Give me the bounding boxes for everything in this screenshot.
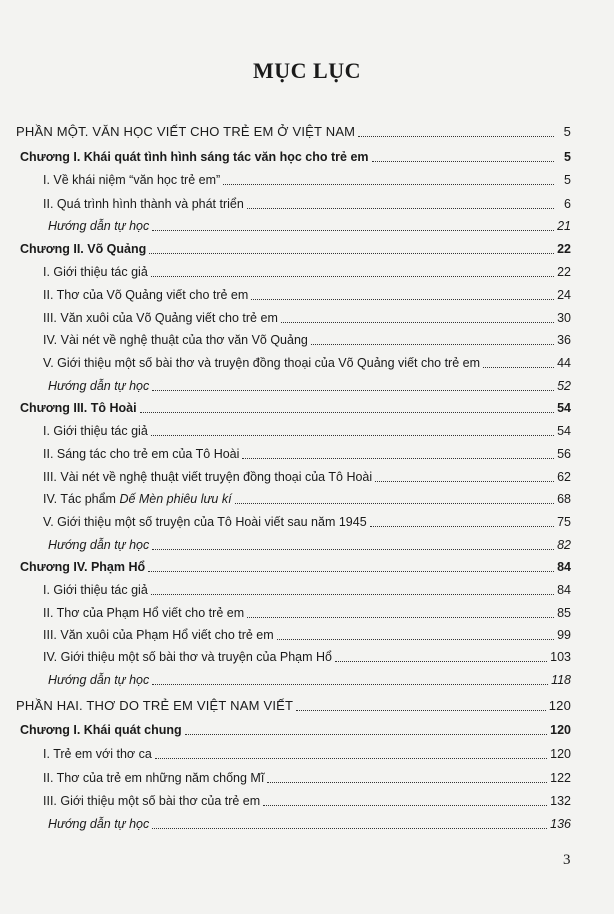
toc-entry-label <box>43 355 480 371</box>
toc-entry-label <box>48 672 149 688</box>
toc-entry-chapter <box>20 400 571 416</box>
toc-entry-sec <box>43 746 571 762</box>
toc-entry-label-text: IV. Giới thiệu một số bài thơ và truyện của Phạm Hổ <box>43 650 332 664</box>
dot-leader <box>370 526 554 527</box>
toc-entry-page: 5 <box>564 173 571 187</box>
dot-leader <box>311 344 554 345</box>
toc-entry-label-text: Chương I. Khái quát chung <box>20 723 182 737</box>
dot-leader <box>251 299 554 300</box>
toc-entry-label-text: I. Về khái niệm “văn học trẻ em” <box>43 173 221 187</box>
dot-leader <box>267 782 547 783</box>
toc-entry-label <box>20 149 369 165</box>
dot-leader <box>372 161 554 162</box>
toc-entry-label-text: Chương III. Tô Hoài <box>20 401 137 415</box>
dot-leader <box>185 734 547 735</box>
toc-entry-page: 84 <box>557 583 571 597</box>
toc-entry-label <box>43 627 274 643</box>
toc-entry-label-text: III. Vài nét về nghệ thuật viết truyện đồng thoại của Tô Hoài <box>43 470 373 484</box>
toc-entry-page: 62 <box>557 470 571 484</box>
toc-entry-label <box>48 218 149 234</box>
toc-entry-sec <box>43 605 571 621</box>
toc-entry-label <box>43 196 244 212</box>
toc-entry-label-text: IV. Vài nét về nghệ thuật của thơ văn Võ Quảng <box>43 333 308 347</box>
toc-entry-label-text: Hướng dẫn tự học <box>48 379 150 393</box>
toc-entry-label <box>43 582 148 598</box>
toc-entry-sec <box>43 514 571 530</box>
toc-entry-label-text: Hướng dẫn tự học <box>48 538 150 552</box>
toc-entry-label <box>43 332 308 348</box>
toc-entry-sec <box>43 196 571 212</box>
toc-entry-label-text: III. Giới thiệu một số bài thơ của trẻ em <box>43 794 261 808</box>
toc-entry-chapter <box>20 149 571 165</box>
dot-leader <box>358 136 554 137</box>
toc-entry-page: 44 <box>557 356 571 370</box>
dot-leader <box>152 549 554 550</box>
toc-entry-label-text: Chương II. Võ Quảng <box>20 242 147 256</box>
toc-entry-page: 56 <box>557 447 571 461</box>
toc-entry-page: 52 <box>557 379 571 393</box>
dot-leader <box>151 435 554 436</box>
toc-entry-part <box>16 124 571 140</box>
dot-leader <box>152 390 554 391</box>
toc-entry-label-text: Chương I. Khái quát tình hình sáng tác văn học cho trẻ em <box>20 150 369 164</box>
toc-entry-label-italic: Dế Mèn phiêu lưu kí <box>119 492 232 506</box>
toc-entry-label-text: V. Giới thiệu một số truyện của Tô Hoài viết sau năm 1945 <box>43 515 367 529</box>
toc-entry-page: 5 <box>564 150 571 164</box>
toc-entry-page: 24 <box>557 288 571 302</box>
toc-entry-label-text: V. Giới thiệu một số bài thơ và truyện đồng thoại của Võ Quảng viết cho trẻ em <box>43 356 481 370</box>
dot-leader <box>281 322 554 323</box>
toc-entry-page: 132 <box>550 794 571 808</box>
toc-entry-label-text: I. Giới thiệu tác giả <box>43 424 148 438</box>
toc-entry-label <box>43 287 248 303</box>
dot-leader <box>247 617 554 618</box>
toc-entry-chapter <box>20 722 571 738</box>
dot-leader <box>235 503 554 504</box>
toc-entry-page: 99 <box>557 628 571 642</box>
toc-entry-label <box>43 605 244 621</box>
toc-entry-label <box>48 378 149 394</box>
toc-entry-sec <box>43 491 571 507</box>
dot-leader <box>483 367 554 368</box>
toc-entry-sec <box>43 627 571 643</box>
toc-entry-label-text: PHẦN HAI. THƠ DO TRẺ EM VIỆT NAM VIẾT <box>16 698 294 713</box>
toc-entry-page: 22 <box>557 265 571 279</box>
toc-entry-sec <box>43 355 571 371</box>
dot-leader <box>247 208 554 209</box>
toc-entry-label <box>43 491 232 507</box>
dot-leader <box>152 684 548 685</box>
toc-entry-guide <box>48 816 571 832</box>
toc-entry-page: 22 <box>557 242 571 256</box>
toc-entry-label-text: I. Giới thiệu tác giả <box>43 583 148 597</box>
toc-entry-page: 30 <box>557 311 571 325</box>
toc-entry-label-text: II. Quá trình hình thành và phát triển <box>43 197 244 211</box>
toc-entry-sec <box>43 423 571 439</box>
toc-entry-label-text: III. Văn xuôi của Phạm Hổ viết cho trẻ em <box>43 628 274 642</box>
dot-leader <box>148 571 554 572</box>
dot-leader <box>242 458 554 459</box>
toc-entry-sec <box>43 793 571 809</box>
toc-entry-label-text: I. Giới thiệu tác giả <box>43 265 148 279</box>
toc-entry-page: 85 <box>557 606 571 620</box>
toc-entry-guide <box>48 378 571 394</box>
toc-entry-sec <box>43 770 571 786</box>
dot-leader <box>152 230 554 231</box>
toc-entry-chapter <box>20 559 571 575</box>
toc-entry-label-text: II. Thơ của trẻ em những năm chống Mĩ <box>43 771 265 785</box>
dot-leader <box>155 758 547 759</box>
dot-leader <box>263 805 547 806</box>
toc-entry-label-text: Hướng dẫn tự học <box>48 219 150 233</box>
toc-entry-label <box>43 310 278 326</box>
toc-entry-label-text: II. Sáng tác cho trẻ em của Tô Hoài <box>43 447 240 461</box>
toc-entry-sec <box>43 582 571 598</box>
dot-leader <box>152 828 547 829</box>
toc-entry-label <box>20 559 145 575</box>
toc-entry-sec <box>43 446 571 462</box>
toc-entry-page: 5 <box>563 124 571 139</box>
toc-entry-label <box>43 793 260 809</box>
toc-entry-label <box>43 446 239 462</box>
toc-entry-label-text: I. Trẻ em với thơ ca <box>43 747 152 761</box>
toc-entry-page: 54 <box>557 424 571 438</box>
toc-entry-page: 103 <box>550 650 571 664</box>
toc-entry-part <box>16 698 571 714</box>
toc-entry-page: 120 <box>548 698 571 713</box>
toc-entry-page: 136 <box>550 817 571 831</box>
toc-entry-page: 21 <box>557 219 571 233</box>
dot-leader <box>140 412 554 413</box>
toc-entry-label <box>20 400 137 416</box>
toc-entry-page: 122 <box>550 771 571 785</box>
toc-entry-sec <box>43 287 571 303</box>
toc-entry-label-text: II. Thơ của Võ Quảng viết cho trẻ em <box>43 288 249 302</box>
dot-leader <box>149 253 554 254</box>
toc-entry-page: 68 <box>557 492 571 506</box>
toc-entry-page: 118 <box>551 673 571 687</box>
toc-entry-sec <box>43 469 571 485</box>
toc-entry-label <box>43 746 152 762</box>
toc-entry-label <box>16 124 355 140</box>
toc-entry-page: 82 <box>557 538 571 552</box>
toc-entry-label <box>43 770 264 786</box>
toc-entry-page: 120 <box>550 723 571 737</box>
toc-entry-label-text: IV. Tác phẩm <box>43 492 120 506</box>
toc-entry-label <box>48 537 149 553</box>
toc-entry-label <box>16 698 293 714</box>
toc-entry-page: 120 <box>550 747 571 761</box>
toc-entry-page: 84 <box>557 560 571 574</box>
toc-entry-label-text: III. Văn xuôi của Võ Quảng viết cho trẻ em <box>43 311 278 325</box>
toc-entry-label-text: PHẦN MỘT. VĂN HỌC VIẾT CHO TRẺ EM Ở VIỆT NAM <box>16 124 356 139</box>
toc-entry-label-text: Hướng dẫn tự học <box>48 673 150 687</box>
toc-entry-label <box>43 264 148 280</box>
toc-entry-label <box>20 722 182 738</box>
dot-leader <box>375 481 554 482</box>
toc-entry-sec <box>43 310 571 326</box>
dot-leader <box>277 639 554 640</box>
toc-entry-sec <box>43 172 571 188</box>
toc-entry-label <box>43 423 148 439</box>
toc-entry-label-text: Hướng dẫn tự học <box>48 817 150 831</box>
toc-entry-sec <box>43 264 571 280</box>
toc-entry-guide <box>48 537 571 553</box>
dot-leader <box>296 710 546 711</box>
page-title: MỤC LỤC <box>253 58 361 83</box>
toc-entry-label <box>43 172 220 188</box>
dot-leader <box>223 184 554 185</box>
toc-entry-chapter <box>20 241 571 257</box>
toc-entry-sec <box>43 332 571 348</box>
toc-entry-label <box>43 514 367 530</box>
toc-entry-label <box>43 469 372 485</box>
toc-entry-sec <box>43 649 571 665</box>
dot-leader <box>335 661 547 662</box>
toc-entry-guide <box>48 672 571 688</box>
page-number: 3 <box>563 852 571 868</box>
toc-entry-page: 36 <box>557 333 571 347</box>
toc-entry-label <box>43 649 332 665</box>
toc-entry-label <box>48 816 149 832</box>
toc-entry-page: 75 <box>557 515 571 529</box>
toc-entry-guide <box>48 218 571 234</box>
toc-entry-label <box>20 241 146 257</box>
dot-leader <box>151 594 554 595</box>
toc-entry-page: 54 <box>557 401 571 415</box>
dot-leader <box>151 276 554 277</box>
toc-entry-page: 6 <box>564 197 571 211</box>
toc-entry-label-text: Chương IV. Phạm Hổ <box>20 560 146 574</box>
toc-entry-label-text: II. Thơ của Phạm Hổ viết cho trẻ em <box>43 606 245 620</box>
